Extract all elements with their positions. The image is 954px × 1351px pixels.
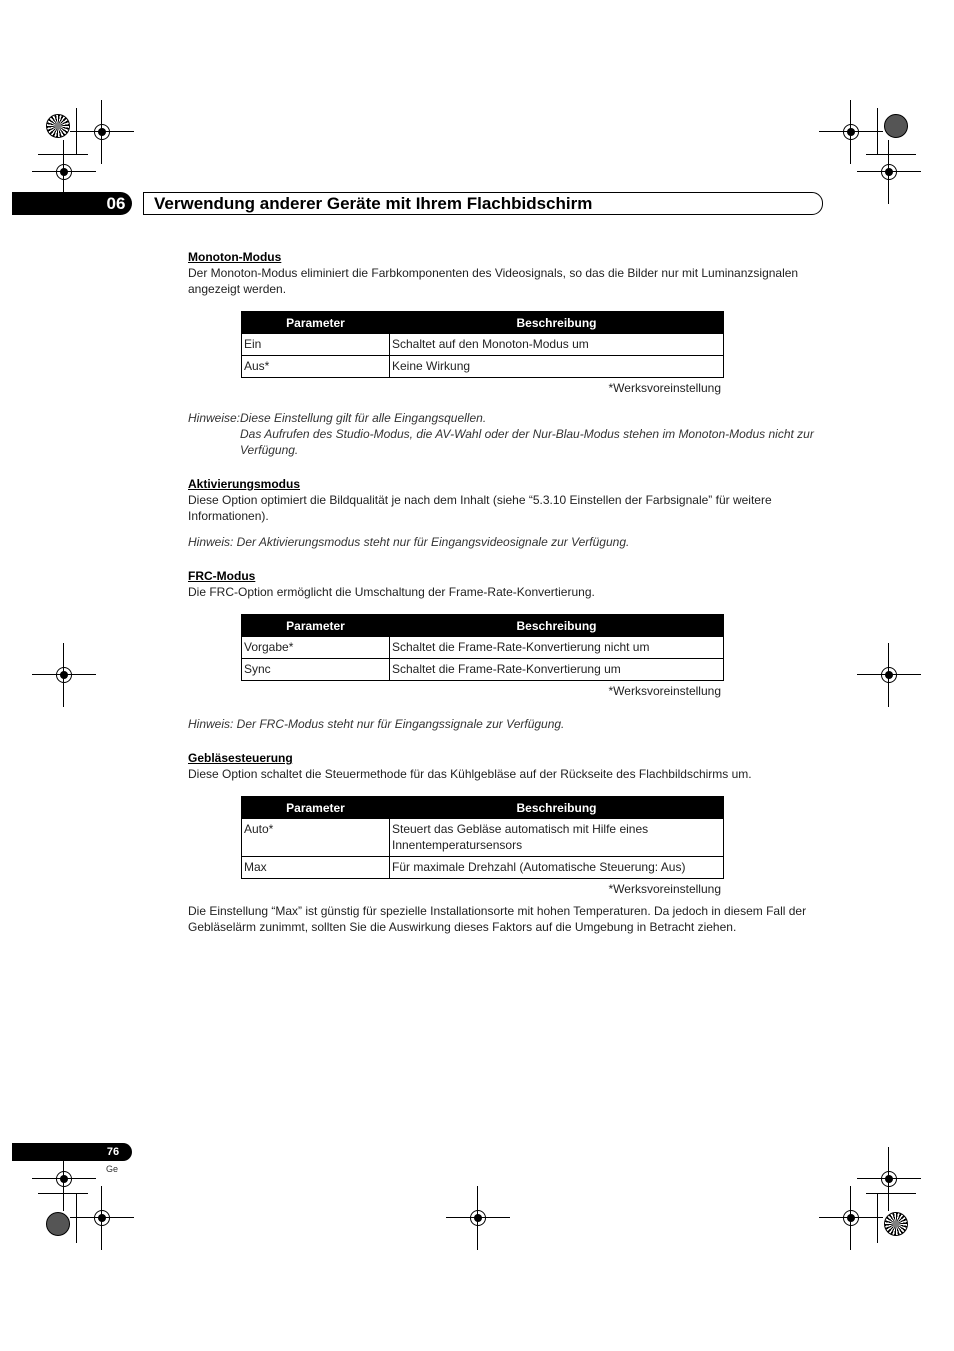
page-number: 76 <box>106 1146 120 1158</box>
table-cell: Auto* <box>242 819 390 857</box>
crosshair-icon <box>877 1167 901 1191</box>
section-title: FRC-Modus <box>188 569 256 583</box>
parameter-table <box>241 614 724 681</box>
crosshair-icon <box>52 160 76 184</box>
section-text: Der Monoton-Modus eliminiert die Farbkomponenten des Videosignals, so das die Bilder nur mit Luminanzsignalen angezeigt werden. <box>188 266 799 296</box>
table-row <box>242 819 724 857</box>
color-bar-icon <box>884 1212 908 1236</box>
crosshair-icon <box>52 1167 76 1191</box>
table-cell: Aus* <box>242 356 390 378</box>
color-bar-icon <box>46 1212 70 1236</box>
note-text: Hinweis: Der Aktivierungsmodus steht nur für Eingangsvideosignale zur Verfügung. <box>188 535 630 549</box>
column-header: Beschreibung <box>390 797 724 819</box>
crop-mark <box>76 1193 77 1243</box>
section-text: Diese Option optimiert die Bildqualität je nach dem Inhalt (siehe “5.3.10 Einstellen der Farbsignale” für weitere Informationen). <box>188 493 772 523</box>
table-cell: Schaltet die Frame-Rate-Konvertierung um <box>390 659 724 681</box>
crosshair-icon <box>839 1206 863 1230</box>
table-cell: Sync <box>242 659 390 681</box>
parameter-table <box>241 311 724 378</box>
chapter-title: Verwendung anderer Geräte mit Ihrem Flachbidschirm <box>154 194 593 213</box>
section-text: Die Einstellung “Max” ist günstig für spezielle Installationsorte mit hohen Temperaturen. Da jedoch in diesem Fall der Gebläselärm zunimmt, sollten Sie die Auswirkung dieses Faktors auf die Umgebung in Betracht ziehen. <box>188 904 807 934</box>
column-header: Beschreibung <box>390 615 724 637</box>
crosshair-icon <box>877 160 901 184</box>
table-cell: Schaltet auf den Monoton-Modus um <box>390 334 724 356</box>
table-cell: Max <box>242 857 390 879</box>
crop-mark <box>866 154 916 155</box>
crop-mark <box>866 1193 916 1194</box>
table-cell: Ein <box>242 334 390 356</box>
section-aktivierung <box>188 476 822 550</box>
crosshair-icon <box>52 663 76 687</box>
table-row <box>242 637 724 659</box>
note-label: Hinweise: <box>188 411 241 425</box>
crosshair-icon <box>839 120 863 144</box>
section-frc <box>188 568 822 732</box>
table-header <box>242 797 724 819</box>
crosshair-icon <box>466 1206 490 1230</box>
table-cell: Keine Wirkung <box>390 356 724 378</box>
column-header: Beschreibung <box>390 312 724 334</box>
table-footnote: *Werksvoreinstellung <box>608 684 721 698</box>
section-title: Gebläsesteuerung <box>188 751 293 765</box>
note-text: Diese Einstellung gilt für alle Eingangsquellen. <box>240 411 487 425</box>
color-bar-icon <box>884 114 908 138</box>
note-text: Hinweis: Der FRC-Modus steht nur für Eingangssignale zur Verfügung. <box>188 717 565 731</box>
table-cell: Steuert das Gebläse automatisch mit Hilfe eines Innentemperatursensors <box>390 819 724 857</box>
section-title: Aktivierungsmodus <box>188 477 301 491</box>
table-cell: Für maximale Drehzahl (Automatische Steuerung: Aus) <box>390 857 724 879</box>
crop-mark <box>38 154 88 155</box>
column-header: Parameter <box>242 615 390 637</box>
crop-mark <box>877 108 878 154</box>
parameter-table <box>241 796 724 879</box>
table-footnote: *Werksvoreinstellung <box>608 381 721 395</box>
section-text: Diese Option schaltet die Steuermethode für das Kühlgebläse auf der Rückseite des Flachbildschirms um. <box>188 767 752 781</box>
crosshair-icon <box>90 120 114 144</box>
section-text: Die FRC-Option ermöglicht die Umschaltung der Frame-Rate-Konvertierung. <box>188 585 595 599</box>
chapter-number: 06 <box>106 194 126 213</box>
crop-mark <box>877 1193 878 1243</box>
table-row <box>242 659 724 681</box>
crop-mark <box>38 1193 88 1194</box>
column-header: Parameter <box>242 312 390 334</box>
table-header <box>242 615 724 637</box>
section-monoton <box>188 249 822 458</box>
table-footnote: *Werksvoreinstellung <box>608 882 721 896</box>
table-cell: Vorgabe* <box>242 637 390 659</box>
note-block <box>188 410 822 426</box>
section-geblaese <box>188 750 822 935</box>
section-title: Monoton-Modus <box>188 250 282 264</box>
crosshair-icon <box>877 663 901 687</box>
table-header <box>242 312 724 334</box>
table-cell: Schaltet die Frame-Rate-Konvertierung nicht um <box>390 637 724 659</box>
page-content <box>188 249 822 935</box>
note-text: Das Aufrufen des Studio-Modus, die AV-Wahl oder der Nur-Blau-Modus stehen im Monoton-Modus nicht zur Verfügung. <box>240 427 814 457</box>
crosshair-icon <box>90 1206 114 1230</box>
color-bar-icon <box>46 114 70 138</box>
page-language: Ge <box>106 1164 119 1174</box>
table-row <box>242 356 724 378</box>
table-row <box>242 857 724 879</box>
column-header: Parameter <box>242 797 390 819</box>
table-row <box>242 334 724 356</box>
crop-mark <box>76 108 77 154</box>
